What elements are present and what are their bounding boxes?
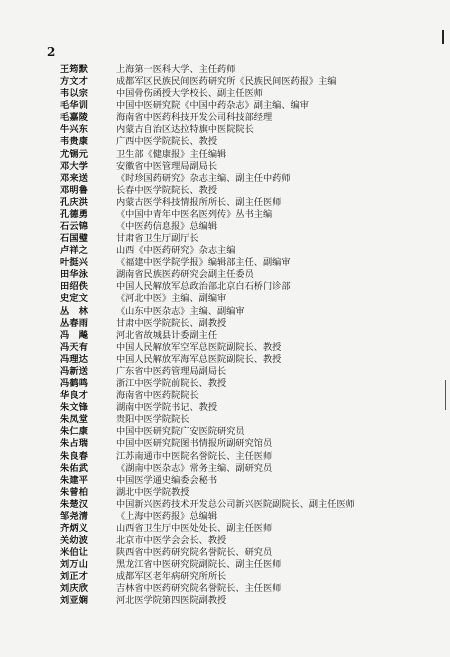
contributor-name: 丛春雨	[60, 317, 89, 329]
contributor-affiliation: 《中国中青年中医名医列传》丛书主编	[116, 208, 273, 220]
contributor-affiliation: 中国骨伤函授大学校长、副主任医师	[116, 88, 263, 100]
contributor-affiliation: 内蒙古医学科技情报所所长、副主任医师	[116, 196, 282, 208]
contributor-affiliation: 山西省卫生厅中医处处长、副主任医师	[116, 522, 273, 534]
list-item	[60, 318, 440, 330]
contributor-name: 毛华训	[60, 100, 89, 112]
list-item	[60, 281, 440, 293]
contributor-affiliation: 中国人民解放军海军总医院副院长、教授	[116, 353, 282, 365]
contributor-name: 刘庆欣	[60, 583, 89, 595]
contributor-affiliation: 中国中医研究院《中国中药杂志》副主编、编审	[116, 100, 309, 112]
contributor-name: 冯 飚	[60, 329, 89, 341]
contributor-affiliation: 江苏南通市中医院名誉院长、主任医师	[116, 450, 273, 462]
contributor-name: 朱建平	[60, 474, 89, 486]
contributor-name: 华良才	[60, 390, 89, 402]
contributor-name: 韦以宗	[60, 88, 89, 100]
list-item	[60, 438, 440, 450]
contributor-affiliation: 长春中医学院院长、教授	[116, 184, 218, 196]
list-item	[60, 173, 440, 185]
contributor-name: 孔庆洪	[60, 196, 89, 208]
contributor-affiliation: 安徽省中医管理局副局长	[116, 160, 218, 172]
contributor-affiliation: 河北省故城县计委副主任	[116, 329, 218, 341]
contributor-name: 冯新送	[60, 365, 89, 377]
contributor-affiliation: 浙江中医学院前院长、教授	[116, 378, 227, 390]
list-item	[60, 112, 440, 124]
list-item	[60, 451, 440, 463]
list-item	[60, 535, 440, 547]
contributor-affiliation: 《湖南中医杂志》常务主编、副研究员	[116, 462, 273, 474]
list-item	[60, 571, 440, 583]
contributor-name: 田绍佚	[60, 281, 89, 293]
list-item	[60, 161, 440, 173]
list-item	[60, 136, 440, 148]
contributor-name: 朱佑武	[60, 462, 89, 474]
contributor-name: 刘万山	[60, 559, 89, 571]
contributor-name: 丛 林	[60, 305, 89, 317]
contributor-affiliation: 山西《中医药研究》杂志主编	[116, 245, 236, 257]
contributor-affiliation: 海南省中医药科技开发公司科技部经理	[116, 112, 273, 124]
contributor-affiliation: 中国中医研究院图书情报所副研究馆员	[116, 438, 273, 450]
contributor-name: 冯理达	[60, 353, 89, 365]
contributor-affiliation: 贵阳中医学院院长	[116, 414, 190, 426]
contributor-affiliation: 中国中医研究院广安医院研究员	[116, 426, 245, 438]
contributor-name: 石国璧	[60, 233, 89, 245]
contributor-name: 田华泳	[60, 269, 89, 281]
page-number: 2	[47, 45, 56, 59]
list-item	[60, 463, 440, 475]
list-item	[60, 245, 440, 257]
contributor-name: 方文才	[60, 76, 89, 88]
contributor-name: 朱占瑞	[60, 438, 89, 450]
contributor-name: 尤锡元	[60, 148, 89, 160]
list-item	[60, 354, 440, 366]
list-item	[60, 233, 440, 245]
contributor-name: 关幼波	[60, 535, 89, 547]
contributor-name: 韦贵康	[60, 136, 89, 148]
list-item	[60, 342, 440, 354]
list-item	[60, 511, 440, 523]
contributor-name: 邓明鲁	[60, 184, 89, 196]
contributor-name: 齐炳义	[60, 522, 89, 534]
list-item	[60, 209, 440, 221]
contributor-name: 毛嘉陵	[60, 112, 89, 124]
contributor-affiliation: 《中医药信息报》总编辑	[116, 221, 218, 233]
contributor-affiliation: 湖南省民族医药研究会副主任委员	[116, 269, 254, 281]
list-item	[60, 124, 440, 136]
contributor-affiliation: 《福建中医学院学报》编辑部主任、副编审	[116, 257, 291, 269]
contributor-name: 刘正才	[60, 571, 89, 583]
contributor-affiliation: 《时珍国药研究》杂志主编、副主任中药师	[116, 172, 291, 184]
list-item	[60, 221, 440, 233]
scan-edge-mark	[442, 30, 444, 44]
list-item	[60, 390, 440, 402]
list-item	[60, 487, 440, 499]
list-item	[60, 149, 440, 161]
contributor-name: 邓来送	[60, 172, 89, 184]
contributor-name: 石云锦	[60, 221, 89, 233]
list-item	[60, 269, 440, 281]
list-item	[60, 257, 440, 269]
contributor-name: 叶挺兴	[60, 257, 89, 269]
list-item	[60, 100, 440, 112]
contributor-affiliation: 成都军区民族民间医药研究所《民族民间医药报》主编	[116, 76, 337, 88]
contributor-affiliation: 吉林省中医药研究院名誉院长、主任医师	[116, 583, 282, 595]
contributor-name: 朱良春	[60, 450, 89, 462]
list-item	[60, 583, 440, 595]
contributor-affiliation: 卫生部《健康报》主任编辑	[116, 148, 227, 160]
contributor-name: 朱凤堂	[60, 414, 89, 426]
contributor-affiliation: 湖南中医学院书记、教授	[116, 402, 218, 414]
list-item	[60, 76, 440, 88]
contributor-affiliation: 陕西省中医药研究院名誉院长、研究员	[116, 547, 273, 559]
contributor-name: 朱楚汉	[60, 498, 89, 510]
list-item	[60, 293, 440, 305]
list-item	[60, 547, 440, 559]
contributor-affiliation: 上海第一医科大学、主任药师	[116, 64, 236, 75]
contributor-affiliation: 河北医学院第四医院副教授	[116, 595, 227, 607]
contributor-affiliation: 中国医学通史编委会秘书	[116, 474, 218, 486]
contributor-name: 米伯让	[60, 547, 89, 559]
list-item	[60, 64, 440, 76]
list-item	[60, 185, 440, 197]
contributor-affiliation: 《河北中医》主编、副编审	[116, 293, 227, 305]
list-item	[60, 197, 440, 209]
contributor-affiliation: 中国新兴医药技术开发总公司新兴医院副院长、副主任医师	[116, 498, 355, 510]
contributor-name: 王筠默	[60, 64, 89, 75]
contributor-name: 朱仁康	[60, 426, 89, 438]
contributor-affiliation: 海南省中医药院院长	[116, 390, 199, 402]
contributor-name: 孔德勇	[60, 208, 89, 220]
contributor-affiliation: 湖北中医学院教授	[116, 486, 190, 498]
contributor-affiliation: 《山东中医杂志》主编、副编审	[116, 305, 245, 317]
contributor-affiliation: 内蒙古自治区达拉特旗中医院院长	[116, 124, 254, 136]
list-item	[60, 88, 440, 100]
list-item	[60, 378, 440, 390]
scan-edge-mark	[445, 380, 446, 410]
contributor-name: 冯天有	[60, 341, 89, 353]
contributor-affiliation: 中国人民解放军总政治部北京白石桥门诊部	[116, 281, 291, 293]
list-item	[60, 366, 440, 378]
list-item	[60, 414, 440, 426]
contributor-affiliation: 中国人民解放军空军总医院副院长、教授	[116, 341, 282, 353]
contributor-name: 刘亚娴	[60, 595, 89, 607]
contributor-affiliation: 北京市中医学会会长、教授	[116, 535, 227, 547]
contributor-name: 牛兴东	[60, 124, 89, 136]
list-item	[60, 595, 440, 607]
contributor-affiliation: 甘肃省卫生厅副厅长	[116, 233, 199, 245]
contributor-affiliation: 甘肃中医学院院长、副教授	[116, 317, 227, 329]
contributor-affiliation: 成都军区老年病研究所所长	[116, 571, 227, 583]
list-item	[60, 306, 440, 318]
list-item	[60, 523, 440, 535]
contributor-affiliation: 黑龙江省中医研究院副院长、副主任医师	[116, 559, 282, 571]
list-item	[60, 402, 440, 414]
contributor-name: 冯鹤鸣	[60, 378, 89, 390]
contributor-name: 朱文锋	[60, 402, 89, 414]
contributor-affiliation: 广西中医学院院长、教授	[116, 136, 218, 148]
contributor-affiliation: 《上海中医药报》总编辑	[116, 510, 218, 522]
contributor-name: 朱曾柏	[60, 486, 89, 498]
contributor-name: 邓大学	[60, 160, 89, 172]
contributor-name: 邹尧清	[60, 510, 89, 522]
list-item	[60, 499, 440, 511]
list-item	[60, 475, 440, 487]
contributor-list	[60, 64, 440, 608]
list-item	[60, 559, 440, 571]
contributor-affiliation: 广东省中医药管理局副局长	[116, 365, 227, 377]
contributor-name: 史定文	[60, 293, 89, 305]
list-item	[60, 330, 440, 342]
contributor-name: 卢祥之	[60, 245, 89, 257]
list-item	[60, 426, 440, 438]
